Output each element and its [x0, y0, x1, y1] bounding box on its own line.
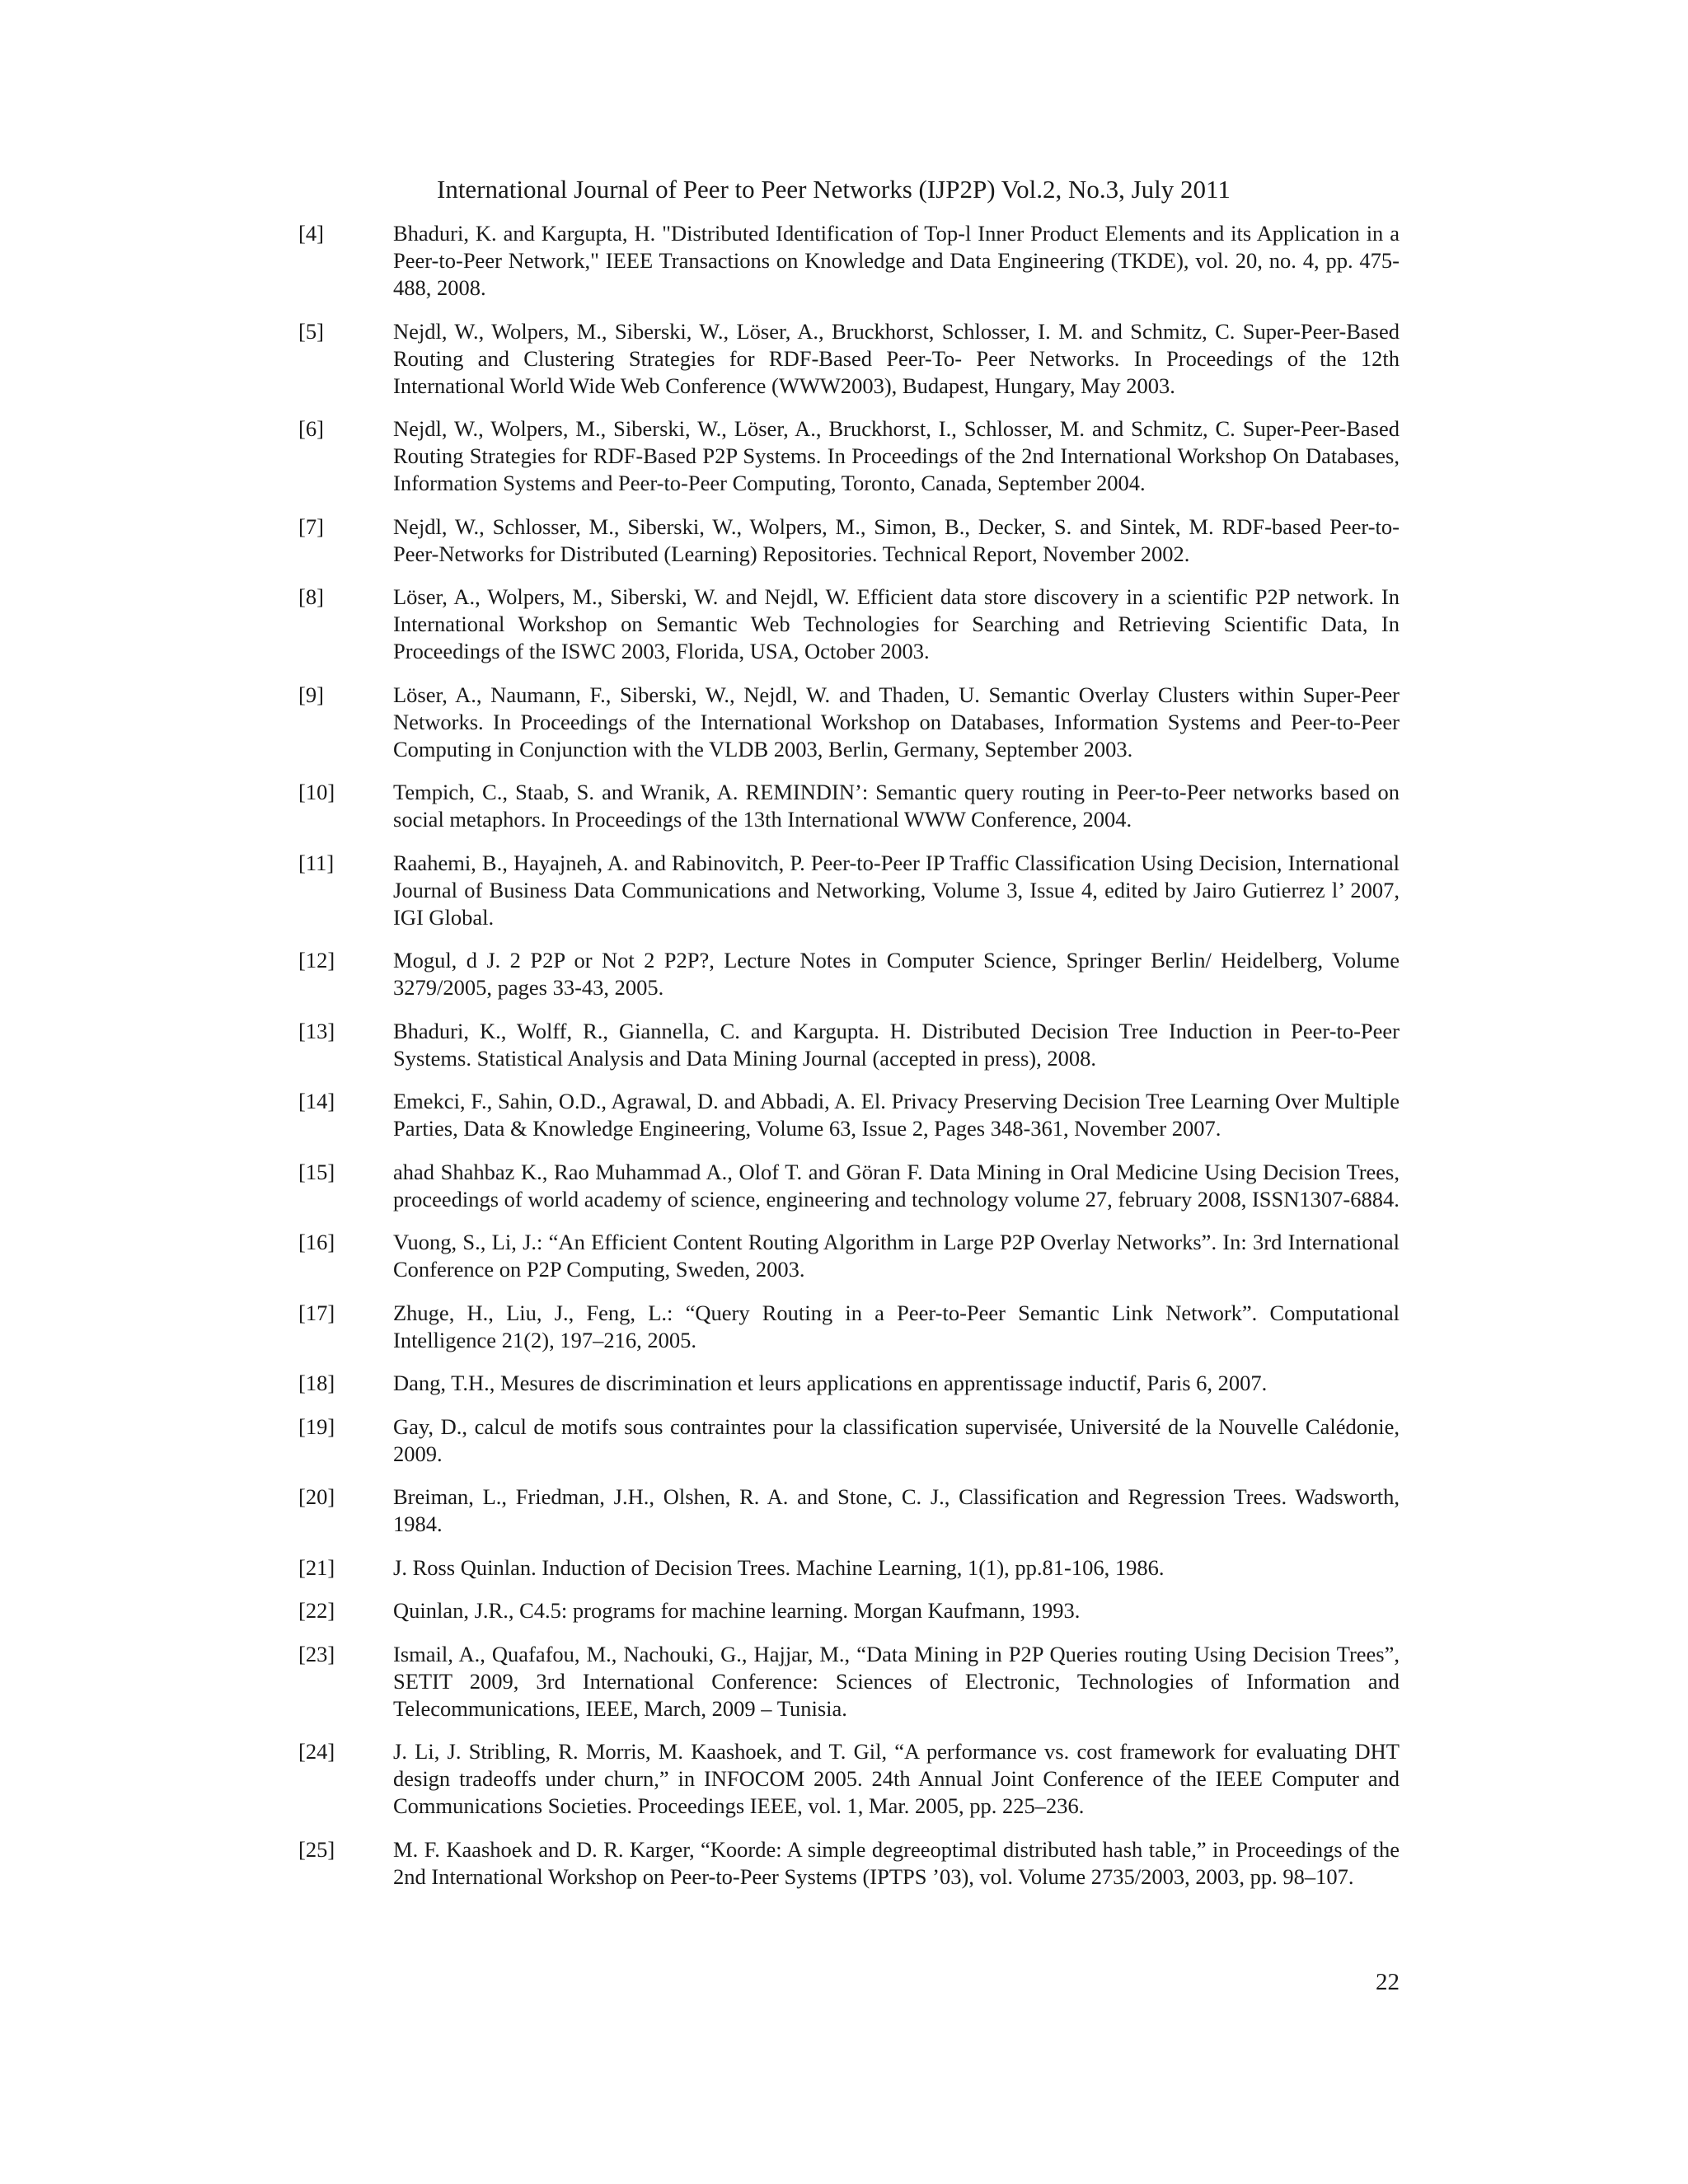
- reference-number: [5]: [298, 318, 324, 344]
- reference-list: [298, 220, 1400, 1906]
- reference-text: ahad Shahbaz K., Rao Muhammad A., Olof T. and Göran F. Data Mining in Oral Medicine Using Decision Trees, proceedings of world academy of science, engineering and technology volume 27, february 2008, ISSN1307-6884.: [393, 1159, 1400, 1212]
- reference-item: [298, 220, 1400, 302]
- reference-number: [17]: [298, 1300, 335, 1325]
- reference-item: [298, 1836, 1400, 1891]
- reference-item: [298, 1300, 1400, 1354]
- reference-number: [14]: [298, 1089, 335, 1113]
- reference-item: [298, 513, 1400, 568]
- reference-item: [298, 1159, 1400, 1213]
- reference-number: [6]: [298, 416, 324, 441]
- reference-text: Löser, A., Wolpers, M., Siberski, W. and Nejdl, W. Efficient data store discovery in a scientific P2P network. In International Workshop on Semantic Web Technologies for Searching and Retrieving Scientific Data, In Proceedings of the ISWC 2003, Florida, USA, October 2003.: [393, 584, 1400, 663]
- reference-item: [298, 1229, 1400, 1283]
- reference-item: [298, 1738, 1400, 1820]
- reference-item: [298, 583, 1400, 665]
- reference-item: [298, 318, 1400, 400]
- reference-text: Ismail, A., Quafafou, M., Nachouki, G., Hajjar, M., “Data Mining in P2P Queries routing Using Decision Trees”, SETIT 2009, 3rd International Conference: Sciences of Electronic, Technologies of Information and Telecommunications, IEEE, March, 2009 – Tunisia.: [393, 1641, 1400, 1721]
- page-number: 22: [1376, 1969, 1400, 1995]
- reference-text: J. Li, J. Stribling, R. Morris, M. Kaashoek, and T. Gil, “A performance vs. cost framework for evaluating DHT design tradeoffs under churn,” in INFOCOM 2005. 24th Annual Joint Conference of the IEEE Computer and Communications Societies. Proceedings IEEE, vol. 1, Mar. 2005, pp. 225–236.: [393, 1739, 1400, 1818]
- reference-item: [298, 779, 1400, 833]
- reference-text: Bhaduri, K. and Kargupta, H. "Distributed Identification of Top-l Inner Product Elements and its Application in a Peer-to-Peer Network," IEEE Transactions on Knowledge and Data Engineering (TKDE), vol. 20, no. 4, pp. 475-488, 2008.: [393, 221, 1400, 300]
- reference-number: [25]: [298, 1836, 335, 1862]
- reference-text: Quinlan, J.R., C4.5: programs for machine learning. Morgan Kaufmann, 1993.: [393, 1598, 1081, 1623]
- reference-number: [15]: [298, 1159, 335, 1184]
- reference-number: [21]: [298, 1554, 335, 1580]
- reference-number: [20]: [298, 1484, 335, 1509]
- reference-text: M. F. Kaashoek and D. R. Karger, “Koorde: A simple degreeoptimal distributed hash table,” in Proceedings of the 2nd International Workshop on Peer-to-Peer Systems (IPTPS ’03), vol. Volume 2735/2003, 2003, pp. 98–107.: [393, 1836, 1400, 1889]
- reference-text: Nejdl, W., Wolpers, M., Siberski, W., Löser, A., Bruckhorst, Schlosser, I. M. and Schmitz, C. Super-Peer-Based Routing and Clustering Strategies for RDF-Based Peer-To- Peer Networks. In Proceedings of the 12th International World Wide Web Conference (WWW2003), Budapest, Hungary, May 2003.: [393, 318, 1400, 398]
- reference-text: Zhuge, H., Liu, J., Feng, L.: “Query Routing in a Peer-to-Peer Semantic Link Network”. Computational Intelligence 21(2), 197–216, 2005.: [393, 1300, 1400, 1352]
- reference-number: [8]: [298, 584, 324, 609]
- reference-item: [298, 1597, 1400, 1624]
- reference-text: Gay, D., calcul de motifs sous contraintes pour la classification supervisée, Université de la Nouvelle Calédonie, 2009.: [393, 1413, 1400, 1466]
- reference-item: [298, 1413, 1400, 1468]
- reference-text: Vuong, S., Li, J.: “An Efficient Content Routing Algorithm in Large P2P Overlay Networks”. In: 3rd International Conference on P2P Computing, Sweden, 2003.: [393, 1230, 1400, 1282]
- reference-number: [4]: [298, 221, 324, 246]
- reference-text: J. Ross Quinlan. Induction of Decision Trees. Machine Learning, 1(1), pp.81-106, 1986.: [393, 1554, 1165, 1580]
- reference-item: [298, 850, 1400, 931]
- reference-number: [22]: [298, 1598, 335, 1623]
- reference-text: Breiman, L., Friedman, J.H., Olshen, R. A. and Stone, C. J., Classification and Regression Trees. Wadsworth, 1984.: [393, 1484, 1400, 1536]
- reference-number: [13]: [298, 1018, 335, 1043]
- reference-text: Emekci, F., Sahin, O.D., Agrawal, D. and Abbadi, A. El. Privacy Preserving Decision Tree Learning Over Multiple Parties, Data & Knowledge Engineering, Volume 63, Issue 2, Pages 348-361, November 2007.: [393, 1089, 1400, 1141]
- reference-number: [10]: [298, 780, 335, 804]
- reference-text: Tempich, C., Staab, S. and Wranik, A. REMINDIN’: Semantic query routing in Peer-to-Peer networks based on social metaphors. In Proceedings of the 13th International WWW Conference, 2004.: [393, 780, 1400, 832]
- reference-item: [298, 682, 1400, 763]
- reference-number: [16]: [298, 1230, 335, 1254]
- reference-text: Raahemi, B., Hayajneh, A. and Rabinovitch, P. Peer-to-Peer IP Traffic Classification Using Decision, International Journal of Business Data Communications and Networking, Volume 3, Issue 4, edited by Jairo Gutierrez l’ 2007, IGI Global.: [393, 850, 1400, 930]
- reference-item: [298, 1554, 1400, 1582]
- reference-number: [24]: [298, 1739, 335, 1764]
- reference-item: [298, 1088, 1400, 1142]
- reference-item: [298, 1370, 1400, 1397]
- reference-number: [23]: [298, 1641, 335, 1666]
- reference-item: [298, 1641, 1400, 1722]
- reference-item: [298, 947, 1400, 1001]
- reference-item: [298, 415, 1400, 497]
- journal-header: International Journal of Peer to Peer Networks (IJP2P) Vol.2, No.3, July 2011: [437, 175, 1231, 204]
- reference-text: Nejdl, W., Wolpers, M., Siberski, W., Löser, A., Bruckhorst, I., Schlosser, M. and Schmitz, C. Super-Peer-Based Routing Strategies for RDF-Based P2P Systems. In Proceedings of the 2nd International Workshop On Databases, Information Systems and Peer-to-Peer Computing, Toronto, Canada, September 2004.: [393, 416, 1400, 495]
- reference-number: [11]: [298, 850, 335, 875]
- reference-item: [298, 1483, 1400, 1538]
- reference-number: [12]: [298, 948, 335, 972]
- reference-number: [7]: [298, 513, 324, 539]
- reference-number: [19]: [298, 1413, 335, 1439]
- reference-text: Dang, T.H., Mesures de discrimination et leurs applications en apprentissage inductif, Paris 6, 2007.: [393, 1371, 1268, 1395]
- reference-text: Mogul, d J. 2 P2P or Not 2 P2P?, Lecture Notes in Computer Science, Springer Berlin/ Heidelberg, Volume 3279/2005, pages 33-43, 2005.: [393, 948, 1400, 1000]
- reference-number: [9]: [298, 682, 324, 707]
- reference-item: [298, 1018, 1400, 1072]
- reference-text: Nejdl, W., Schlosser, M., Siberski, W., Wolpers, M., Simon, B., Decker, S. and Sintek, M. RDF-based Peer-to-Peer-Networks for Distributed (Learning) Repositories. Technical Report, November 2002.: [393, 513, 1400, 566]
- reference-text: Löser, A., Naumann, F., Siberski, W., Nejdl, W. and Thaden, U. Semantic Overlay Clusters within Super-Peer Networks. In Proceedings of the International Workshop on Databases, Information Systems and Peer-to-Peer Computing in Conjunction with the VLDB 2003, Berlin, Germany, September 2003.: [393, 682, 1400, 762]
- reference-number: [18]: [298, 1371, 335, 1395]
- reference-text: Bhaduri, K., Wolff, R., Giannella, C. and Kargupta. H. Distributed Decision Tree Induction in Peer-to-Peer Systems. Statistical Analysis and Data Mining Journal (accepted in press), 2008.: [393, 1018, 1400, 1071]
